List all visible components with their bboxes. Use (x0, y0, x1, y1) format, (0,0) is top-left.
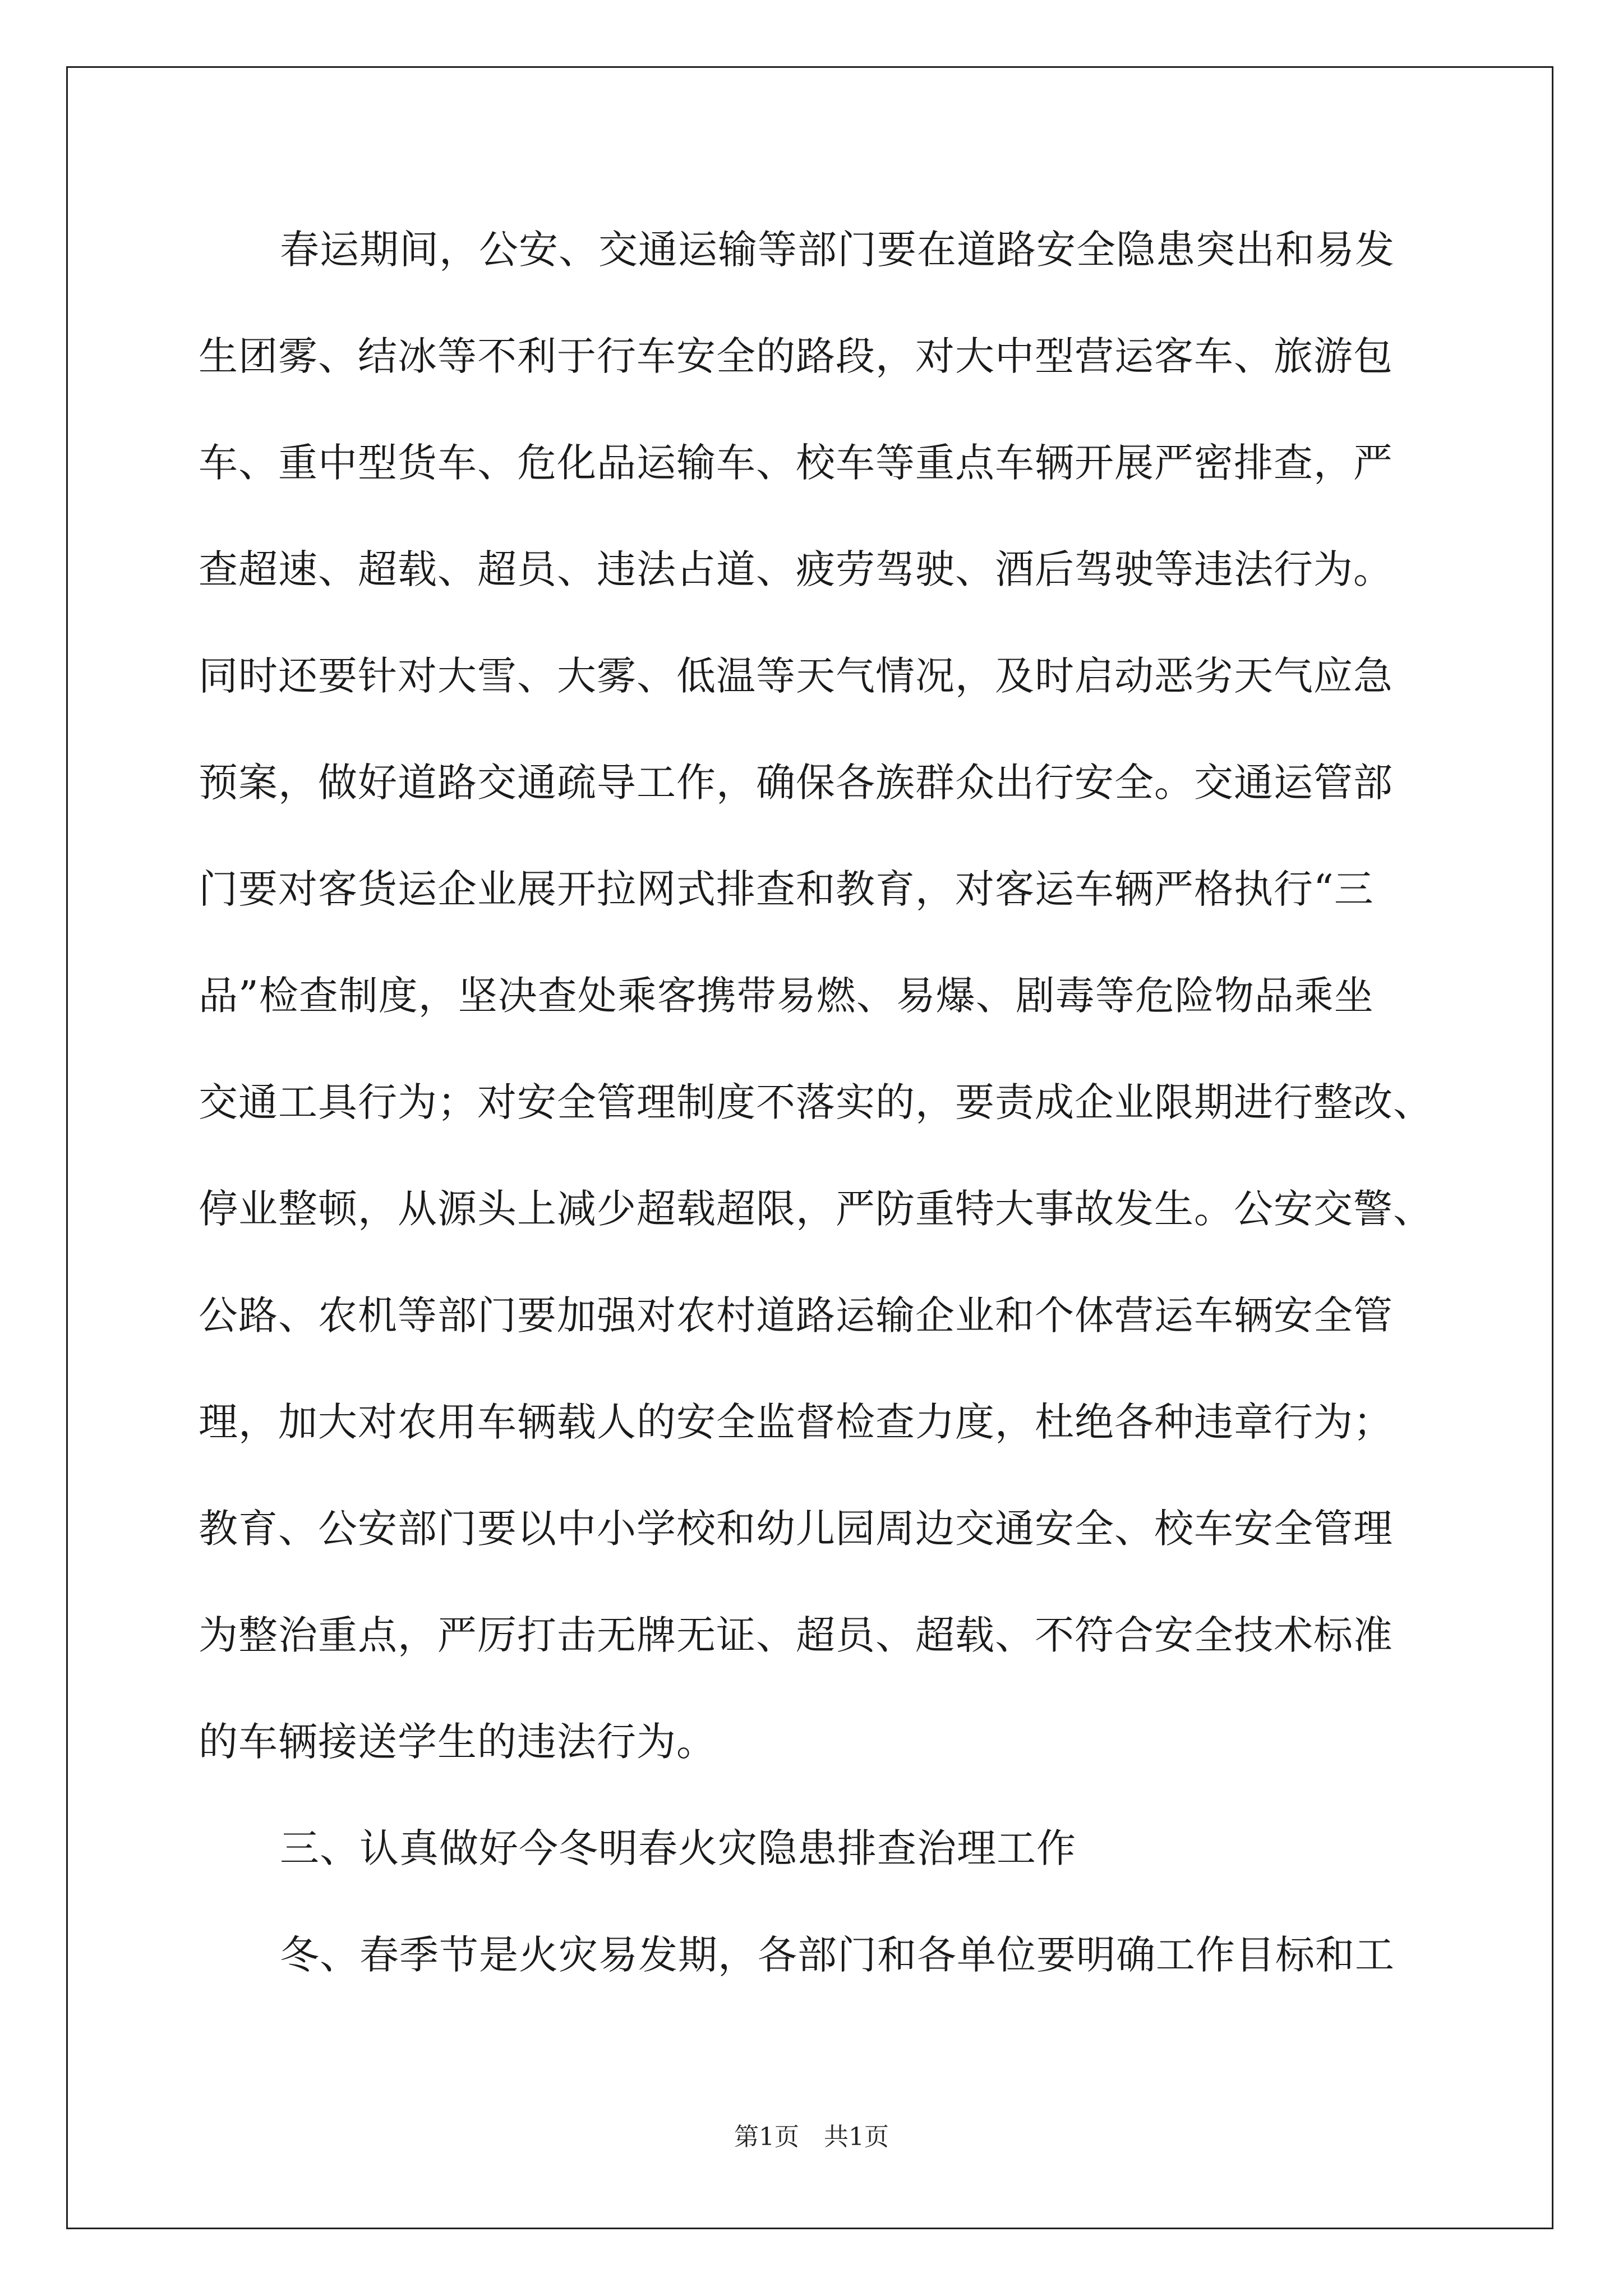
page-footer (0, 2118, 1623, 2157)
section-heading: 三、认真做好今冬明春火灾隐患排查治理工作 (280, 1825, 1076, 1871)
page-border (66, 66, 1553, 2229)
text-line: 冬、春季节是火灾易发期，各部门和各单位要明确工作目标和工 (280, 1932, 1395, 1978)
text-line: 教育、公安部门要以中小学校和幼儿园周边交通安全、校车安全管理 (199, 1506, 1393, 1552)
text-line: 门要对客货运企业展开拉网式排查和教育，对客运车辆严格执行“三 (199, 866, 1374, 912)
text-line: 车、重中型货车、危化品运输车、校车等重点车辆开展严密排查，严 (199, 440, 1393, 486)
text-line: 理，加大对农用车辆载人的安全监督检查力度，杜绝各种违章行为； (199, 1399, 1393, 1445)
text-line: 预案，做好道路交通疏导工作，确保各族群众出行安全。交通运管部 (199, 760, 1393, 806)
text-line: 为整治重点，严厉打击无牌无证、超员、超载、不符合安全技术标准 (199, 1612, 1393, 1658)
text-line: 查超速、超载、超员、违法占道、疲劳驾驶、酒后驾驶等违法行为。 (199, 546, 1393, 592)
text-line: 品”检查制度，坚决查处乘客携带易燃、易爆、剧毒等危险物品乘坐 (199, 973, 1374, 1019)
text-line: 停业整顿，从源头上减少超载超限，严防重特大事故发生。公安交警、 (199, 1186, 1433, 1232)
text-line: 公路、农机等部门要加强对农村道路运输企业和个体营运车辆安全管 (199, 1292, 1393, 1338)
text-line: 交通工具行为；对安全管理制度不落实的，要责成企业限期进行整改、 (199, 1079, 1433, 1125)
text-line: 的车辆接送学生的违法行为。 (199, 1719, 716, 1765)
text-line: 同时还要针对大雪、大雾、低温等天气情况，及时启动恶劣天气应急 (199, 653, 1393, 699)
text-line: 春运期间，公安、交通运输等部门要在道路安全隐患突出和易发 (280, 227, 1395, 273)
page-number: 第1页 共1页 (734, 2123, 889, 2151)
text-line: 生团雾、结冰等不利于行车安全的路段，对大中型营运客车、旅游包 (199, 333, 1393, 379)
